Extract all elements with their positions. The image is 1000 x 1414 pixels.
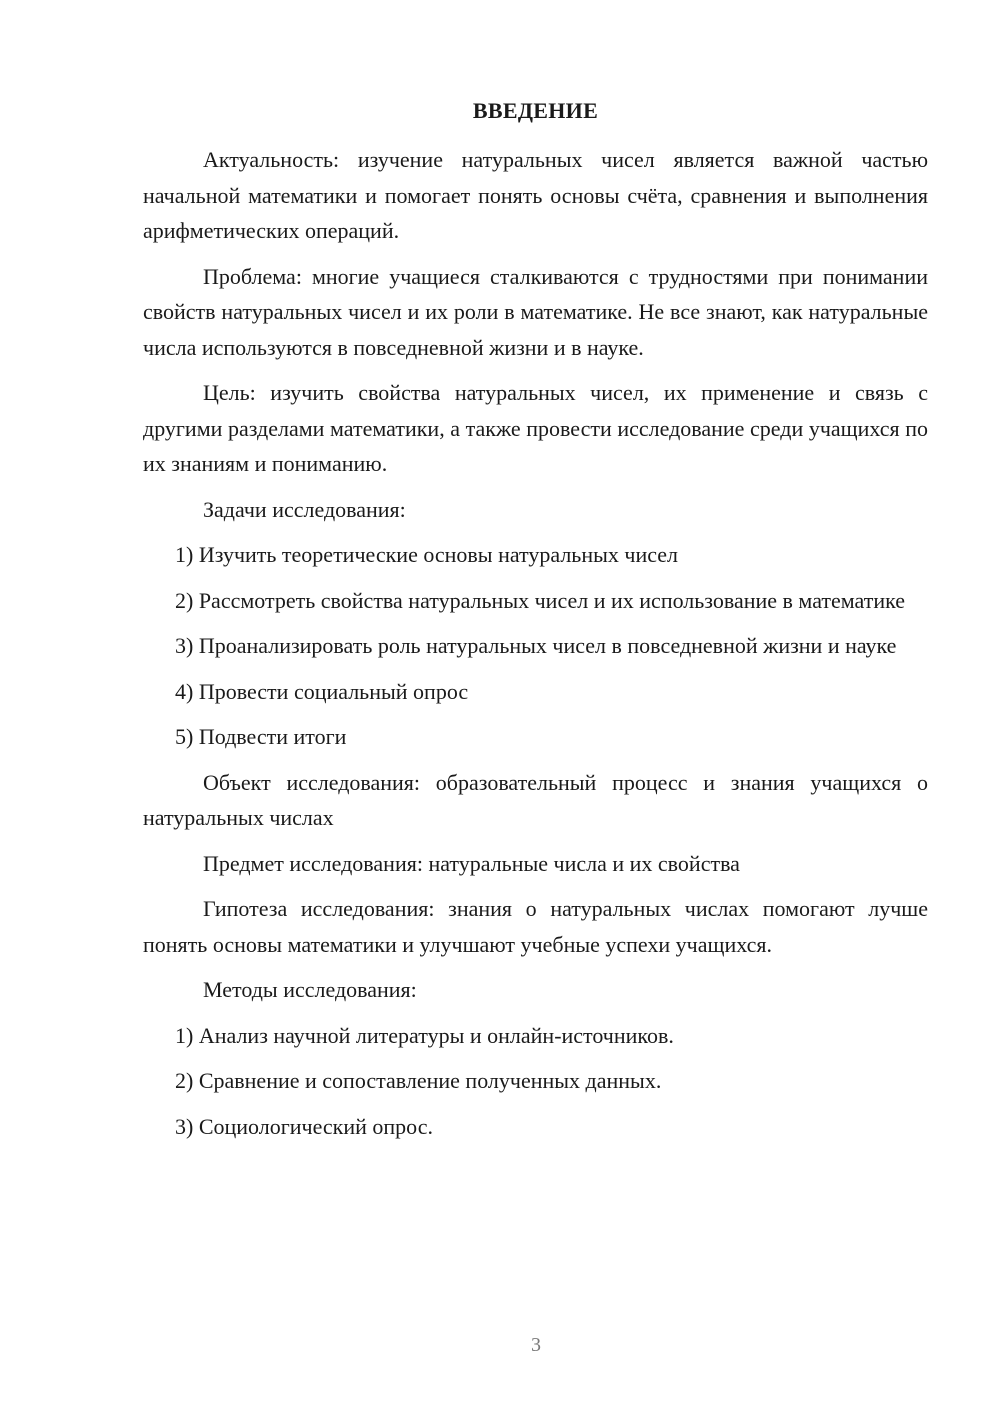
task-item: 3) Проанализировать роль натуральных чисел в повседневной жизни и науке <box>175 633 897 658</box>
paragraph-goal: Цель: изучить свойства натуральных чисел, их применение и связь с другими разделами математики, а также провести исследование среди учащихся по их знаниям и пониманию. <box>143 380 928 476</box>
task-item: 2) Рассмотреть свойства натуральных чисел и их использование в математике <box>175 587 906 613</box>
task-item: 1) Изучить теоретические основы натуральных чисел <box>175 542 679 567</box>
task-item: 5) Подвести итоги <box>175 724 347 749</box>
method-item: 2) Сравнение и сопоставление полученных данных. <box>175 1068 662 1093</box>
section-body <box>143 142 928 1154</box>
section-heading: ВВЕДЕНИЕ <box>472 98 599 123</box>
paragraph-subject: Предмет исследования: натуральные числа и их свойства <box>203 850 740 876</box>
task-item: 4) Провести социальный опрос <box>175 678 469 704</box>
method-item: 3) Социологический опрос. <box>175 1113 433 1139</box>
paragraph-hypothesis: Гипотеза исследования: знания о натуральных числах помогают лучше понять основы математики и улучшают учебные успехи учащихся. <box>143 896 928 957</box>
paragraph-object: Объект исследования: образовательный процесс и знания учащихся о натуральных числах <box>143 769 928 830</box>
tasks-heading: Задачи исследования: <box>203 496 406 522</box>
paragraph-problem: Проблема: многие учащиеся сталкиваются с трудностями при понимании свойств натуральных чисел и их роли в математике. Не все знают, как натуральные числа используются в повседневной жизни и в науке. <box>143 263 928 360</box>
methods-heading: Методы исследования: <box>203 977 417 1002</box>
paragraph-relevance: Актуальность: изучение натуральных чисел является важной частью начальной математики и помогает понять основы счёта, сравнения и выполнения арифметических операций. <box>143 147 928 243</box>
page-number: 3 <box>531 1334 541 1356</box>
method-item: 1) Анализ научной литературы и онлайн-источников. <box>175 1022 674 1048</box>
